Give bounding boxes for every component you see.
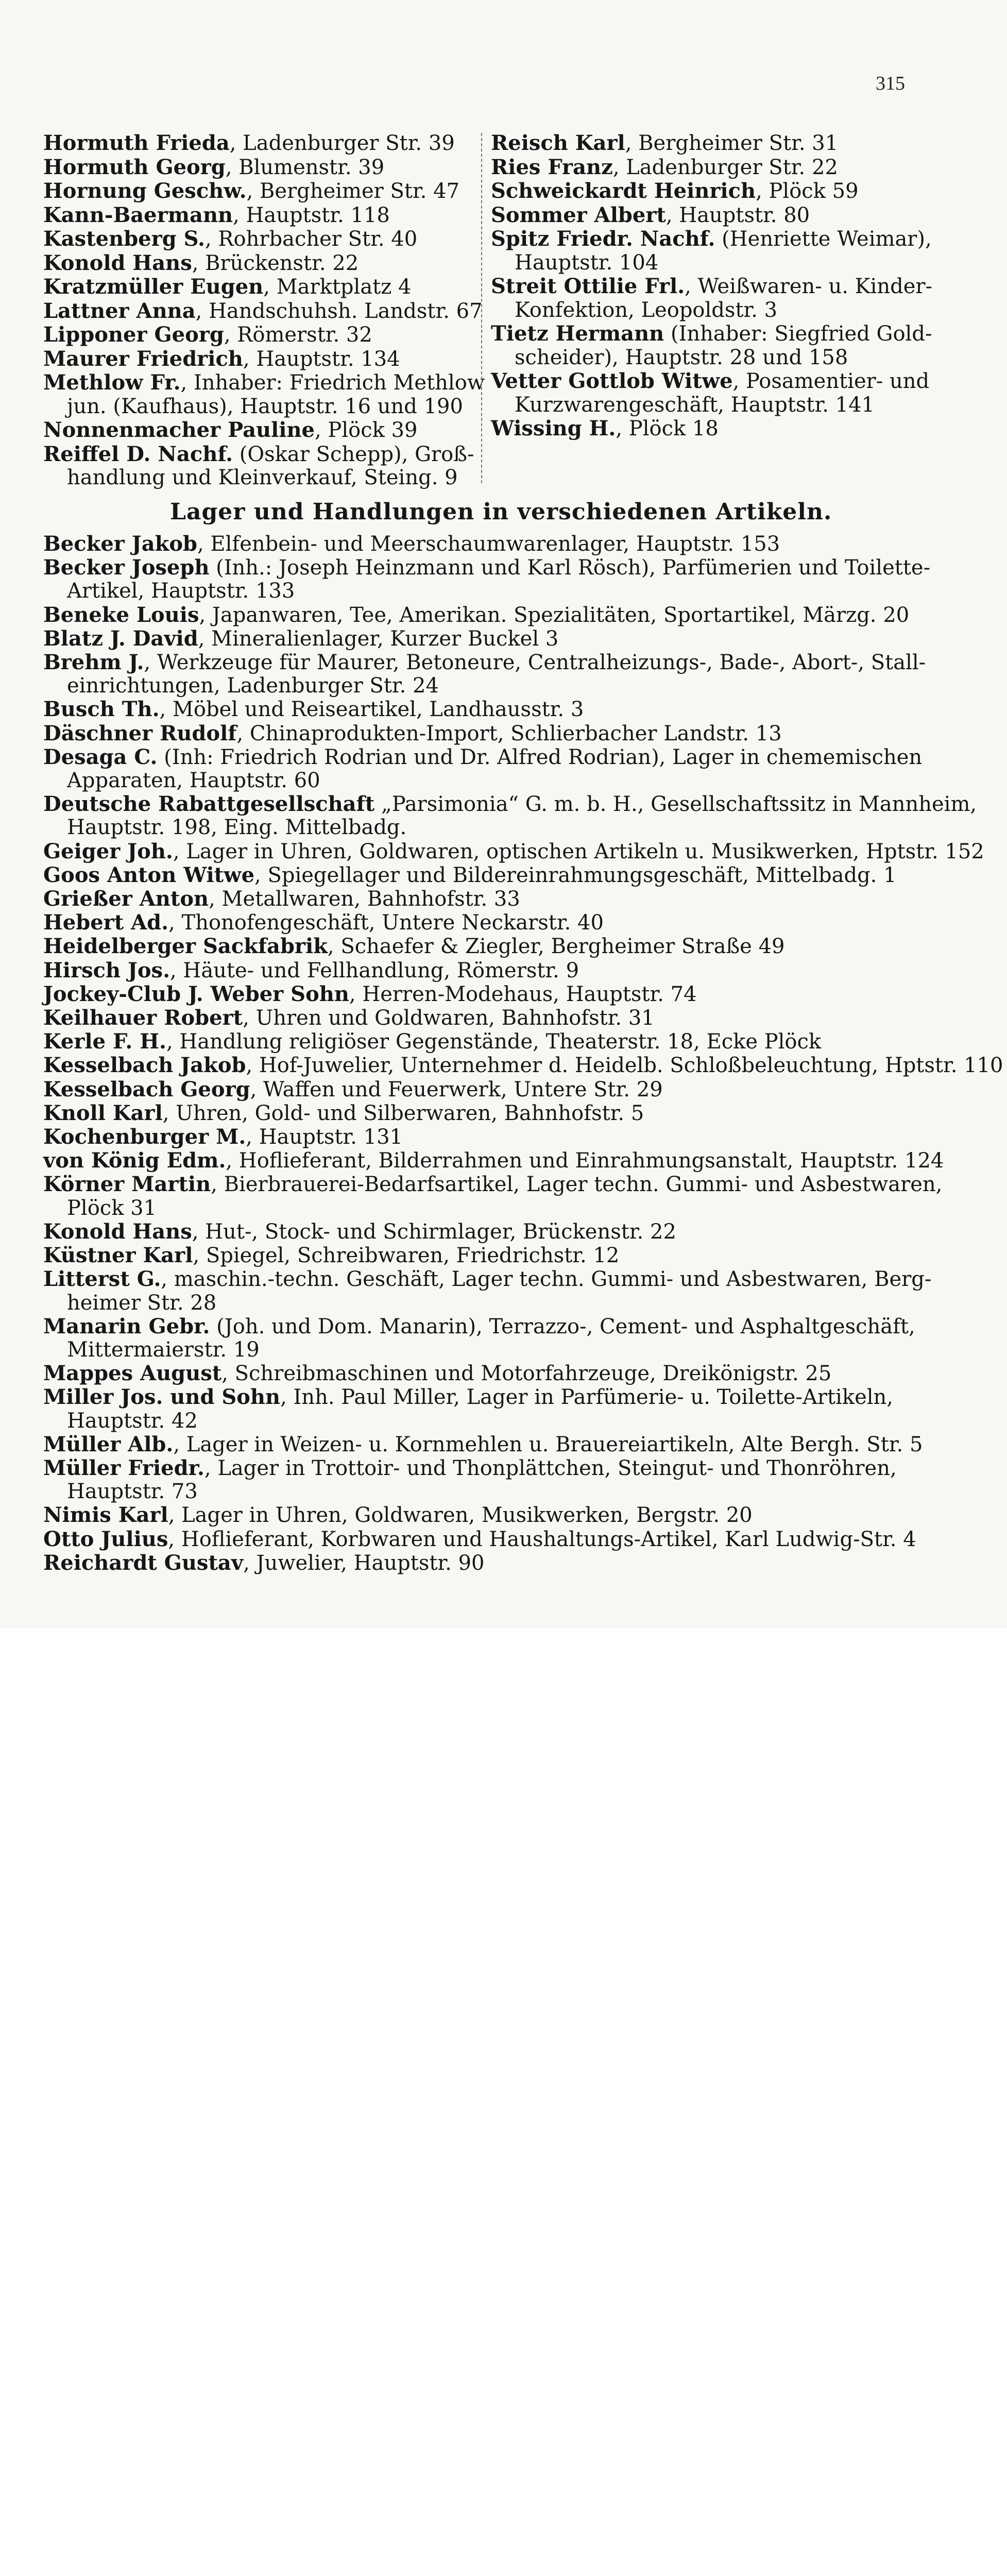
- entry-name: Becker Jakob: [43, 532, 197, 556]
- entry-continuation: [43, 816, 970, 839]
- entry-name: Heidelberger Sackfabrik: [43, 934, 328, 959]
- entry-name: Vetter Gottlob Witwe: [491, 369, 733, 393]
- entry-name: Blatz J. David: [43, 626, 198, 651]
- entry-name: Hirsch Jos.: [43, 958, 170, 982]
- entry-details: , Chinaprodukten-Import, Schlierbacher Landstr. 13: [236, 721, 782, 745]
- entry-details: , Lager in Trottoir- und Thonplättchen, Steingut- und Thonröhren,: [204, 1456, 897, 1480]
- directory-entry: [43, 959, 970, 982]
- entry-details: , Waffen und Feuerwerk, Untere Str. 29: [250, 1077, 663, 1101]
- entry-details: (Joh. und Dom. Manarin), Terrazzo-, Cement- und Asphaltgeschäft,: [210, 1314, 915, 1338]
- directory-entry: [43, 1551, 970, 1575]
- entry-name: Kratzmüller Eugen: [43, 275, 264, 299]
- entry-continuation-text: einrichtungen, Ladenburger Str. 24: [67, 674, 439, 698]
- entry-details: (Inh.: Joseph Heinzmann und Karl Rösch), Parfümerien und Toilette-: [209, 556, 931, 580]
- entry-name: Hebert Ad.: [43, 910, 169, 935]
- directory-entry: [43, 131, 469, 156]
- directory-entry: [43, 887, 970, 911]
- entry-details: , Thonofengeschäft, Untere Neckarstr. 40: [168, 911, 604, 935]
- directory-entry: [43, 227, 469, 251]
- entry-details: , Uhren, Gold- und Silberwaren, Bahnhofstr. 5: [162, 1101, 644, 1125]
- entry-continuation-text: scheider), Hauptstr. 28 und 158: [515, 345, 848, 369]
- entry-details: , Plöck 59: [756, 179, 859, 203]
- directory-entry: [43, 1315, 970, 1338]
- entry-details: , Hauptstr. 118: [233, 203, 390, 227]
- entry-details: (Henriette Weimar),: [715, 227, 932, 251]
- entry-name: Wissing H.: [491, 416, 616, 440]
- entry-details: , Mineralienlager, Kurzer Buckel 3: [198, 626, 559, 651]
- footer-bar: [0, 1628, 1007, 1716]
- directory-entry: [43, 1220, 970, 1244]
- directory-entry: [43, 982, 970, 1006]
- entry-name: Nimis Karl: [43, 1503, 168, 1528]
- directory-entry: [43, 745, 970, 769]
- directory-entry: [491, 204, 944, 228]
- entry-name: Goos Anton Witwe: [43, 862, 255, 887]
- entry-details: , Lager in Uhren, Goldwaren, Musikwerken, Bergstr. 20: [168, 1503, 753, 1528]
- entry-continuation: [43, 769, 970, 792]
- entry-details: , Hof-Juwelier, Unternehmer d. Heidelb. Schloßbeleuchtung, Hptstr. 110: [246, 1054, 1003, 1078]
- directory-entry: [43, 911, 970, 935]
- entry-name: Manarin Gebr.: [43, 1314, 210, 1338]
- entry-details: , Häute- und Fellhandlung, Römerstr. 9: [170, 958, 579, 982]
- directory-entry: [43, 1456, 970, 1480]
- directory-entry: [43, 204, 469, 228]
- directory-entry: [43, 651, 970, 674]
- entry-name: Müller Alb.: [43, 1432, 174, 1456]
- entry-name: Kochenburger M.: [43, 1125, 246, 1149]
- directory-entry: [43, 1528, 970, 1551]
- entry-name: Reisch Karl: [491, 131, 625, 155]
- directory-entry: [43, 532, 970, 556]
- entry-details: , Inhaber: Friedrich Methlow: [180, 371, 485, 395]
- entry-name: Reichardt Gustav: [43, 1550, 244, 1575]
- entry-details: , Bierbrauerei-Bedarfsartikel, Lager techn. Gummi- und Asbestwaren,: [211, 1173, 943, 1197]
- directory-entry: [43, 1078, 970, 1101]
- entry-details: , Blumenstr. 39: [225, 155, 385, 179]
- entry-details: , Hoflieferant, Bilderrahmen und Einrahmungsanstalt, Hauptstr. 124: [226, 1149, 944, 1173]
- directory-entry: [43, 323, 469, 347]
- directory-entry: [43, 347, 469, 371]
- entry-continuation: [43, 466, 469, 490]
- directory-entry: [43, 298, 483, 324]
- directory-entry: [43, 1125, 970, 1149]
- entry-name: Methlow Fr.: [43, 370, 181, 395]
- entry-details: , Spiegel, Schreibwaren, Friedrichstr. 12: [193, 1244, 620, 1268]
- entry-name: Jockey-Club J. Weber Sohn: [43, 981, 349, 1006]
- entry-continuation-text: Hauptstr. 42: [67, 1409, 198, 1433]
- entry-name: Otto Julius: [43, 1527, 168, 1551]
- directory-entry: [43, 1362, 970, 1385]
- entry-details: , Plöck 39: [315, 418, 418, 442]
- directory-entry: [491, 417, 944, 441]
- entry-name: Tietz Hermann: [491, 321, 664, 346]
- directory-entry: [43, 1101, 970, 1125]
- directory-entry: [43, 370, 485, 395]
- entry-continuation-text: Hauptstr. 198, Eing. Mittelbadg.: [67, 816, 407, 840]
- entry-details: , Herren-Modehaus, Hauptstr. 74: [349, 982, 697, 1006]
- entry-details: , Ladenburger Str. 22: [612, 155, 838, 179]
- entry-name: Lipponer Georg: [43, 323, 224, 347]
- entry-details: , Handlung religiöser Gegenstände, Theaterstr. 18, Ecke Plöck: [166, 1030, 822, 1054]
- entry-details: (Oskar Schepp), Groß-: [233, 442, 474, 466]
- entry-name: Beneke Louis: [43, 602, 199, 627]
- entry-name: Reiffel D. Nachf.: [43, 442, 233, 466]
- entry-name: Mappes August: [43, 1361, 222, 1386]
- entry-details: , Hut-, Stock- und Schirmlager, Brückenstr. 22: [192, 1219, 676, 1244]
- entry-name: Maurer Friedrich: [43, 346, 243, 371]
- entry-name: Miller Jos. und Sohn: [43, 1385, 281, 1410]
- entry-details: , Japanwaren, Tee, Amerikan. Spezialitäten, Sportartikel, Märzg. 20: [199, 603, 910, 627]
- directory-entry: [491, 156, 944, 180]
- entry-details: , Elfenbein- und Meerschaumwarenlager, Hauptstr. 153: [197, 532, 780, 556]
- directory-entry: [43, 1244, 970, 1267]
- entry-continuation: [491, 394, 944, 417]
- directory-entry: [43, 722, 970, 745]
- right-column: [491, 131, 944, 441]
- entry-details: , Schreibmaschinen und Motorfahrzeuge, Dreikönigstr. 25: [221, 1362, 832, 1386]
- entry-continuation-text: Hauptstr. 104: [515, 250, 659, 275]
- page-number: 315: [876, 73, 905, 94]
- entry-name: Kesselbach Jakob: [43, 1053, 246, 1078]
- directory-entry: [43, 1173, 970, 1196]
- entry-continuation-text: Artikel, Hauptstr. 133: [67, 579, 295, 603]
- entry-details: , Werkzeuge für Maurer, Betoneure, Centralheizungs-, Bade-, Abort-, Stall-: [144, 651, 926, 675]
- entry-continuation: [43, 1410, 970, 1433]
- entry-details: , maschin.-techn. Geschäft, Lager techn. Gummi- und Asbestwaren, Berg-: [161, 1267, 932, 1292]
- entry-name: Nonnenmacher Pauline: [43, 418, 315, 442]
- entry-details: , Bergheimer Str. 47: [246, 179, 460, 203]
- entry-details: , Lager in Weizen- u. Kornmehlen u. Brauereiartikeln, Alte Bergh. Str. 5: [173, 1432, 923, 1456]
- directory-entry: [43, 251, 469, 276]
- entry-continuation-text: heimer Str. 28: [67, 1291, 217, 1315]
- entry-name: Ries Franz: [491, 155, 613, 179]
- directory-entry: [43, 156, 469, 180]
- directory-entry: [43, 935, 970, 958]
- entry-details: , Metallwaren, Bahnhofstr. 33: [209, 887, 520, 911]
- directory-entry: [43, 1267, 970, 1291]
- directory-entry: [43, 603, 970, 627]
- entry-name: Keilhauer Robert: [43, 1006, 243, 1030]
- entry-name: Geiger Joh.: [43, 839, 173, 863]
- entry-details: „Parsimonia“ G. m. b. H., Gesellschaftssitz in Mannheim,: [374, 792, 977, 817]
- entry-continuation: [43, 580, 970, 603]
- entry-name: Däschner Rudolf: [43, 721, 237, 745]
- entry-details: (Inhaber: Siegfried Gold-: [664, 322, 932, 346]
- directory-entry: [43, 275, 469, 299]
- directory-entry: [43, 1149, 970, 1173]
- entry-details: , Hauptstr. 80: [665, 203, 810, 227]
- directory-entry: [43, 627, 970, 651]
- entry-name: Grießer Anton: [43, 887, 209, 911]
- directory-entry: [43, 1503, 970, 1527]
- entry-details: , Rohrbacher Str. 40: [204, 227, 418, 251]
- section-heading: Lager und Handlungen in verschiedenen Artikeln.: [170, 499, 832, 525]
- entry-continuation-text: Plöck 31: [67, 1196, 157, 1220]
- entry-details: , Schaefer & Ziegler, Bergheimer Straße 49: [327, 935, 785, 959]
- entry-details: , Spiegellager und Bildereinrahmungsgeschäft, Mittelbadg. 1: [254, 863, 897, 887]
- section-list: [43, 532, 1003, 1575]
- entry-name: Körner Martin: [43, 1172, 211, 1197]
- entry-details: , Römerstr. 32: [224, 323, 372, 347]
- directory-entry: [491, 322, 944, 346]
- entry-details: , Lager in Uhren, Goldwaren, optischen Artikeln u. Musikwerken, Hptstr. 152: [173, 839, 984, 863]
- entry-details: , Möbel und Reiseartikel, Landhausstr. 3: [159, 698, 584, 722]
- directory-entry: [43, 698, 970, 721]
- directory-entry: [43, 556, 970, 580]
- entry-continuation-text: Konfektion, Leopoldstr. 3: [515, 298, 778, 322]
- entry-name: Hormuth Georg: [43, 155, 226, 179]
- entry-name: Küstner Karl: [43, 1243, 193, 1268]
- entry-details: , Inh. Paul Miller, Lager in Parfümerie- u. Toilette-Artikeln,: [280, 1385, 894, 1410]
- entry-name: Konold Hans: [43, 250, 192, 275]
- entry-name: Brehm J.: [43, 650, 144, 675]
- entry-details: , Uhren und Goldwaren, Bahnhofstr. 31: [243, 1006, 655, 1030]
- entry-name: Kastenberg S.: [43, 227, 205, 251]
- entry-details: , Hoflieferant, Korbwaren und Haushaltungs-Artikel, Karl Ludwig-Str. 4: [168, 1527, 916, 1551]
- directory-entry: [43, 1433, 970, 1456]
- entry-continuation-text: Hauptstr. 73: [67, 1480, 198, 1504]
- directory-entry: [43, 1053, 1003, 1078]
- entry-name: Konold Hans: [43, 1219, 192, 1244]
- entry-details: , Juwelier, Hauptstr. 90: [243, 1551, 485, 1575]
- entry-continuation: [43, 674, 970, 698]
- entry-name: Kesselbach Georg: [43, 1077, 250, 1101]
- directory-entry: [43, 179, 469, 204]
- entry-details: , Brückenstr. 22: [192, 251, 359, 275]
- entry-continuation-text: jun. (Kaufhaus), Hauptstr. 16 und 190: [67, 394, 463, 418]
- entry-continuation-text: Apparaten, Hauptstr. 60: [67, 769, 320, 793]
- entry-continuation: [43, 1292, 970, 1315]
- directory-entry: [43, 792, 977, 817]
- entry-name: Deutsche Rabattgesellschaft: [43, 792, 375, 817]
- directory-entry: [43, 418, 469, 443]
- entry-name: Schweickardt Heinrich: [491, 179, 756, 203]
- entry-name: Müller Friedr.: [43, 1455, 204, 1480]
- entry-details: , Weißwaren- u. Kinder-: [685, 275, 933, 298]
- entry-name: Knoll Karl: [43, 1100, 163, 1125]
- directory-entry: [43, 442, 474, 467]
- entry-continuation-text: Kurzwarengeschäft, Hauptstr. 141: [515, 393, 875, 417]
- directory-entry: [491, 179, 944, 204]
- entry-details: , Plöck 18: [616, 417, 719, 440]
- entry-name: Litterst G.: [43, 1267, 161, 1292]
- directory-entry: [491, 227, 944, 251]
- entry-details: , Ladenburger Str. 39: [229, 131, 455, 155]
- entry-name: Desaga C.: [43, 744, 158, 769]
- entry-name: Hornung Geschw.: [43, 179, 247, 203]
- left-column: [43, 131, 485, 490]
- directory-entry: [43, 839, 984, 863]
- entry-name: Hormuth Frieda: [43, 131, 230, 155]
- entry-details: , Bergheimer Str. 31: [625, 131, 839, 155]
- entry-name: Kerle F. H.: [43, 1029, 166, 1054]
- entry-name: von König Edm.: [43, 1148, 226, 1173]
- directory-entry: [491, 369, 944, 394]
- entry-details: , Hauptstr. 131: [246, 1125, 403, 1149]
- entry-continuation: [43, 1197, 970, 1220]
- entry-name: Spitz Friedr. Nachf.: [491, 227, 715, 251]
- directory-entry: [43, 1006, 970, 1030]
- directory-entry: [43, 1385, 970, 1409]
- directory-entry: [43, 1030, 970, 1054]
- directory-entry: [491, 131, 944, 156]
- entry-continuation: [43, 1338, 970, 1362]
- entry-details: , Handschuhsh. Landstr. 67: [195, 299, 483, 323]
- entry-continuation: [43, 395, 469, 419]
- directory-entry: [43, 863, 970, 887]
- column-divider: [481, 133, 482, 483]
- entry-continuation-text: handlung und Kleinverkauf, Steing. 9: [67, 466, 458, 489]
- entry-details: (Inh: Friedrich Rodrian und Dr. Alfred Rodrian), Lager in chememischen: [157, 745, 923, 769]
- entry-details: , Posamentier- und: [732, 369, 930, 393]
- entry-continuation: [491, 251, 944, 275]
- entry-name: Sommer Albert: [491, 202, 666, 227]
- entry-name: Lattner Anna: [43, 298, 196, 323]
- entry-details: , Marktplatz 4: [263, 275, 412, 299]
- entry-continuation: [491, 346, 944, 370]
- entry-continuation: [43, 1480, 970, 1503]
- entry-name: Busch Th.: [43, 697, 160, 722]
- entry-name: Becker Joseph: [43, 555, 210, 580]
- entry-continuation: [491, 299, 944, 323]
- entry-continuation-text: Mittermaierstr. 19: [67, 1337, 260, 1362]
- entry-details: , Hauptstr. 134: [243, 347, 400, 371]
- directory-entry: [491, 275, 944, 299]
- entry-name: Kann-Baermann: [43, 202, 233, 227]
- entry-name: Streit Ottilie Frl.: [491, 274, 685, 298]
